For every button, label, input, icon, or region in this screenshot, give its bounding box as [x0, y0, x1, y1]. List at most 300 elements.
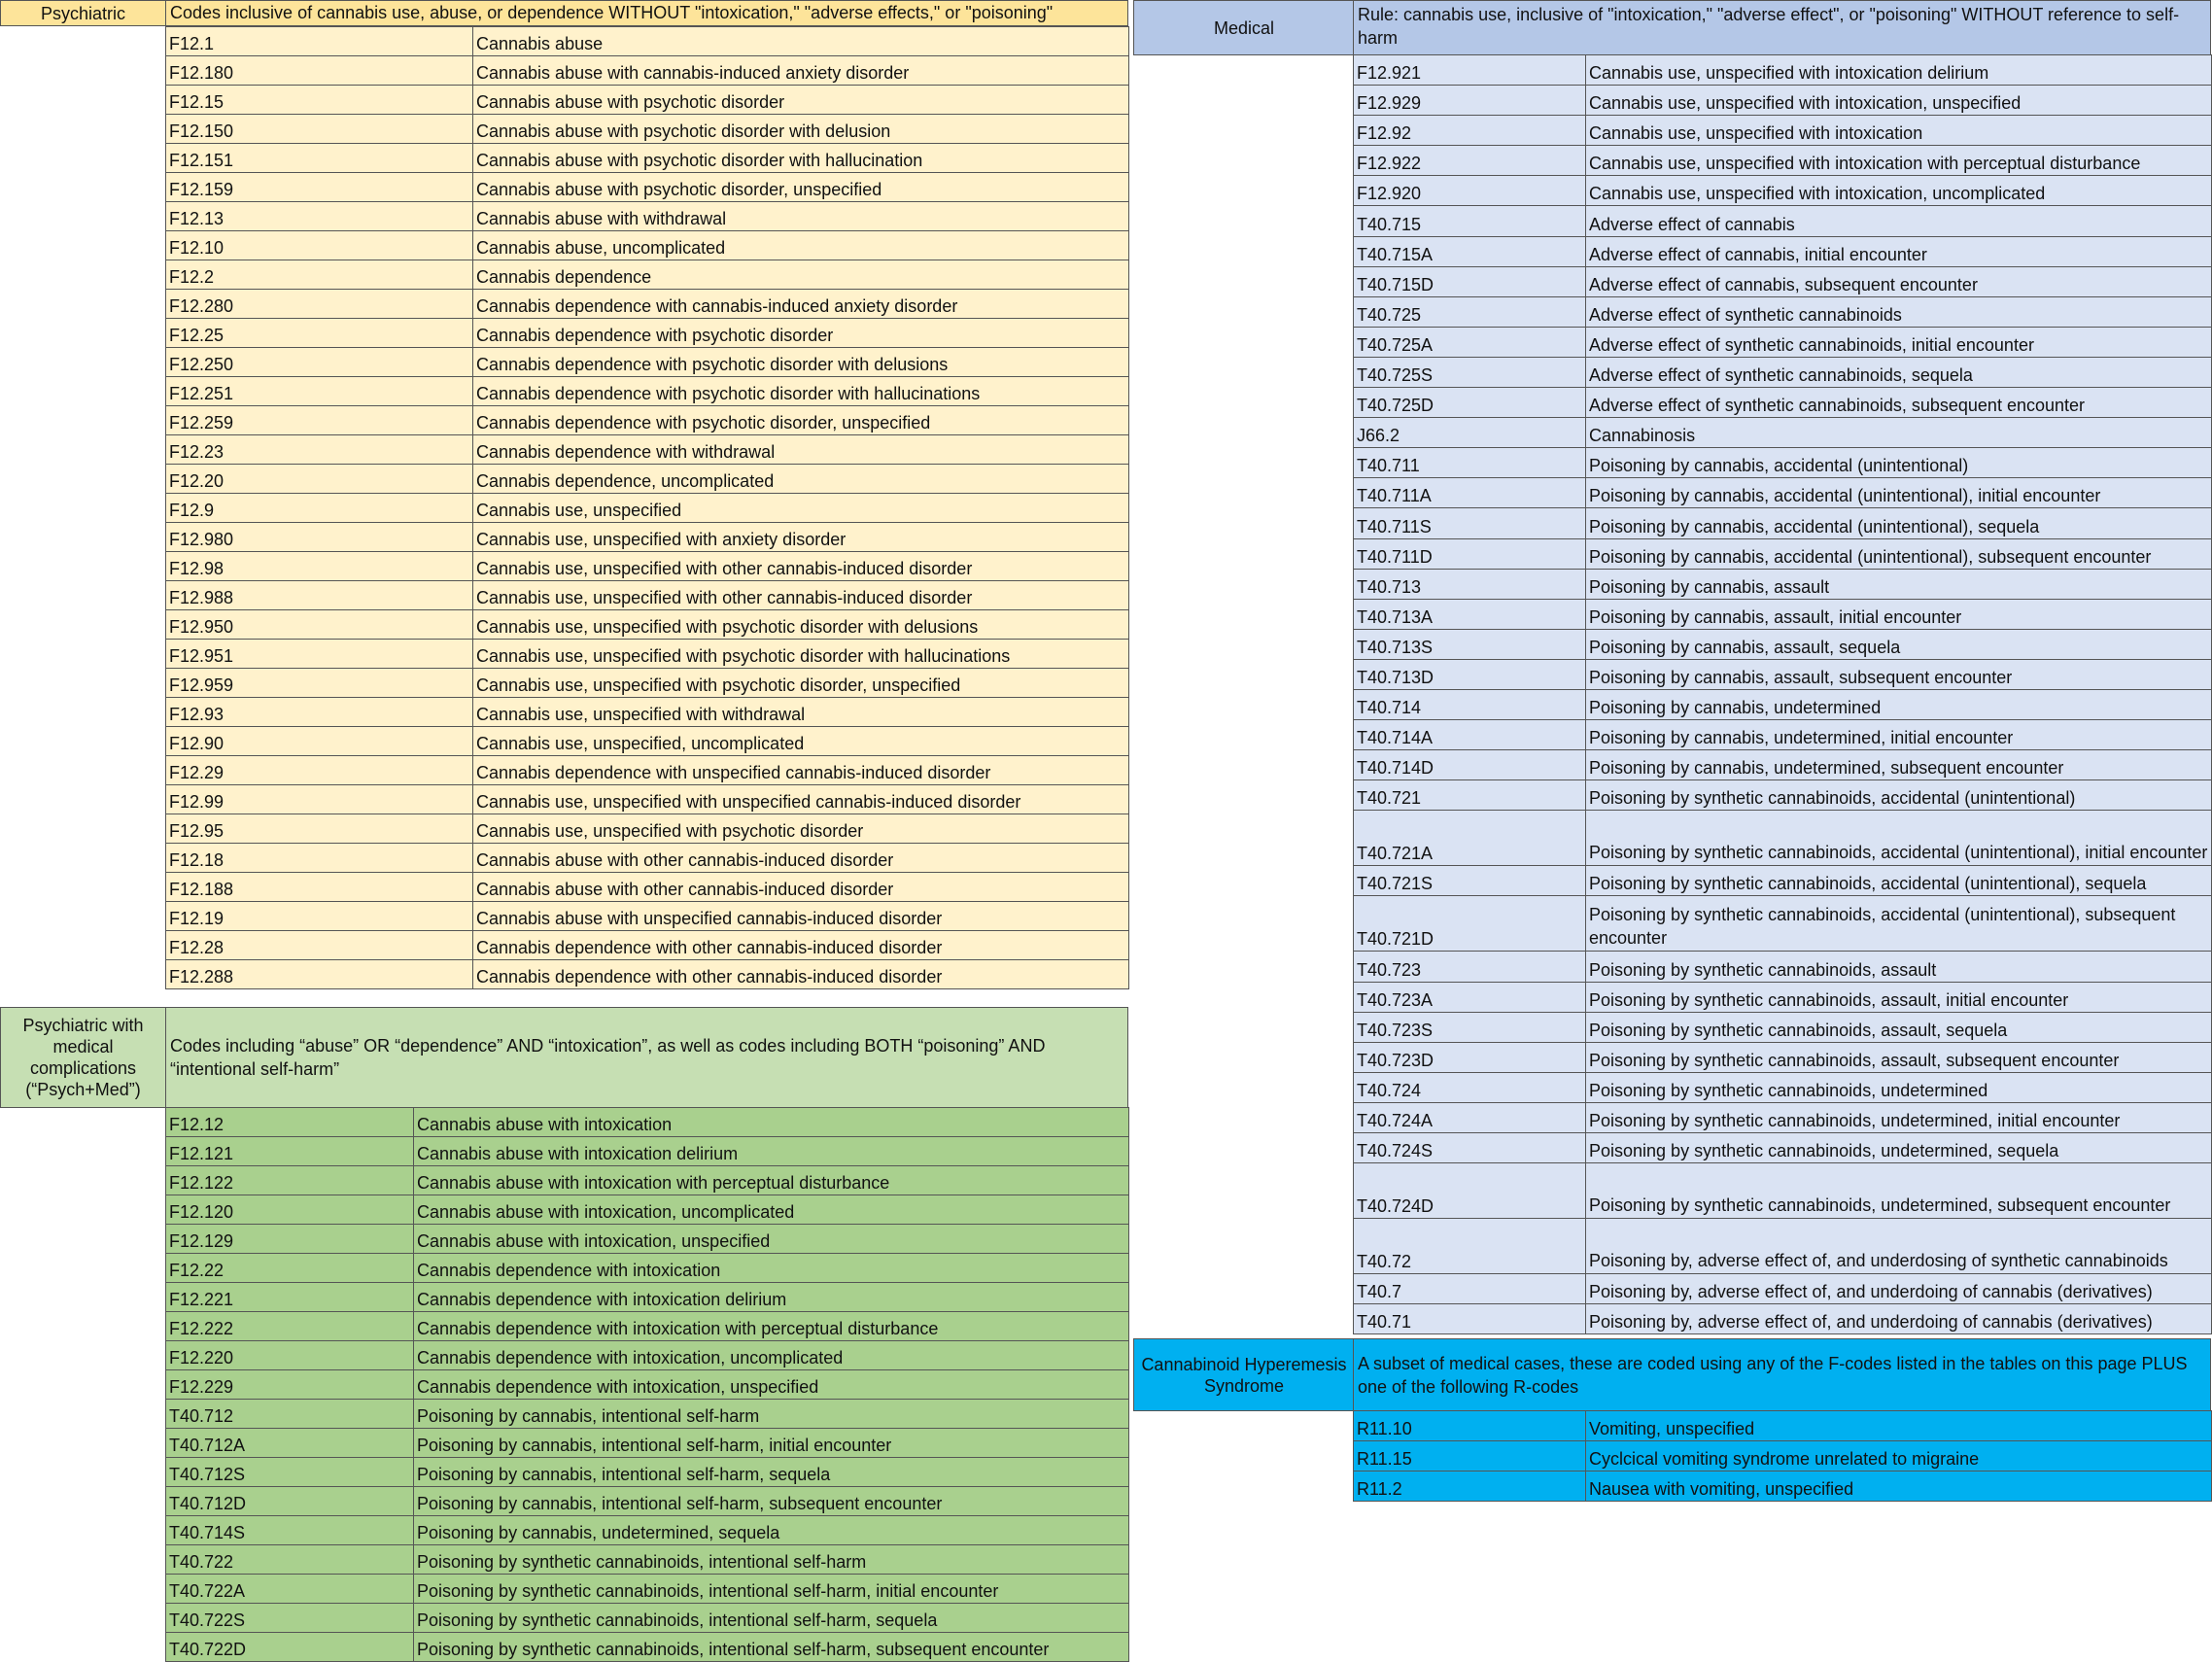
code-cell: F12.259: [166, 406, 473, 435]
code-cell: R11.2: [1354, 1472, 1586, 1502]
code-cell: F12.188: [166, 873, 473, 902]
chs-category-label: [1133, 1338, 1355, 1411]
description-cell: Poisoning by cannabis, assault: [1586, 569, 2212, 599]
description-cell: Poisoning by synthetic cannabinoids, accidental (unintentional): [1586, 780, 2212, 811]
description-cell: Poisoning by cannabis, accidental (unintentional): [1586, 448, 2212, 478]
table-row: [166, 435, 1129, 465]
table-row: [1354, 357, 2212, 387]
description-cell: Cannabis abuse with psychotic disorder: [473, 86, 1129, 115]
code-cell: F12.980: [166, 523, 473, 552]
description-cell: Cannabinosis: [1586, 418, 2212, 448]
code-cell: T40.722D: [166, 1633, 414, 1662]
code-cell: F12.159: [166, 173, 473, 202]
code-cell: F12.120: [166, 1195, 414, 1225]
description-cell: Cannabis abuse with intoxication delirium: [414, 1137, 1129, 1166]
description-cell: Adverse effect of cannabis: [1586, 206, 2212, 236]
description-cell: Cannabis use, unspecified with intoxication, uncomplicated: [1586, 176, 2212, 206]
table-row: [166, 1400, 1129, 1429]
psychiatric-rows: [166, 27, 1129, 989]
table-row: [166, 552, 1129, 581]
description-cell: Nausea with vomiting, unspecified: [1586, 1472, 2212, 1502]
table-row: [1354, 146, 2212, 176]
description-cell: Poisoning by cannabis, assault, subsequent encounter: [1586, 659, 2212, 689]
table-row: [166, 1575, 1129, 1604]
medical-category-label: [1133, 0, 1355, 55]
psych-med-category-label: [0, 1007, 166, 1108]
code-cell: F12.23: [166, 435, 473, 465]
description-cell: Cannabis abuse with intoxication with perceptual disturbance: [414, 1166, 1129, 1195]
code-cell: F12.229: [166, 1370, 414, 1400]
table-row: [166, 406, 1129, 435]
code-cell: F12.288: [166, 960, 473, 989]
description-cell: Cannabis use, unspecified with intoxication with perceptual disturbance: [1586, 146, 2212, 176]
table-row: [1354, 418, 2212, 448]
table-row: [166, 1429, 1129, 1458]
table-row: [166, 1283, 1129, 1312]
description-cell: Cannabis use, unspecified with anxiety disorder: [473, 523, 1129, 552]
code-cell: F12.251: [166, 377, 473, 406]
code-cell: F12.19: [166, 902, 473, 931]
description-cell: Cannabis abuse: [473, 27, 1129, 56]
table-row: [1354, 1072, 2212, 1102]
table-row: [1354, 982, 2212, 1012]
description-cell: Cannabis abuse with unspecified cannabis-induced disorder: [473, 902, 1129, 931]
code-cell: T40.722A: [166, 1575, 414, 1604]
code-cell: T40.715: [1354, 206, 1586, 236]
code-cell: F12.929: [1354, 86, 1586, 116]
description-cell: Cannabis abuse with psychotic disorder with delusion: [473, 115, 1129, 144]
table-row: [166, 1633, 1129, 1662]
code-cell: F12.25: [166, 319, 473, 348]
description-cell: Adverse effect of cannabis, subsequent encounter: [1586, 266, 2212, 296]
chs-description-text: A subset of medical cases, these are coded using any of the F-codes listed in the tables on this page PLUS one of the following R-codes: [1358, 1353, 2188, 1397]
table-row: [166, 756, 1129, 785]
description-cell: Cannabis use, unspecified with other cannabis-induced disorder: [473, 581, 1129, 610]
code-cell: T40.72: [1354, 1219, 1586, 1274]
description-cell: Cannabis dependence with intoxication with perceptual disturbance: [414, 1312, 1129, 1341]
table-row: [166, 814, 1129, 844]
description-cell: Poisoning by cannabis, undetermined, initial encounter: [1586, 720, 2212, 750]
table-row: [1354, 1304, 2212, 1334]
psychiatric-rule-description: [165, 0, 1128, 26]
code-cell: F12.2: [166, 260, 473, 290]
table-row: [1354, 1219, 2212, 1274]
table-row: [166, 873, 1129, 902]
table-row: [166, 1604, 1129, 1633]
code-cell: F12.9: [166, 494, 473, 523]
table-row: [1354, 569, 2212, 599]
medical-label-text: Medical: [1213, 17, 1275, 38]
table-row: [166, 1341, 1129, 1370]
code-cell: T40.723D: [1354, 1042, 1586, 1072]
code-cell: T40.725A: [1354, 327, 1586, 357]
table-row: [1354, 1441, 2212, 1472]
psychiatric-label-text: Psychiatric: [40, 3, 126, 23]
description-cell: Cannabis dependence with unspecified cannabis-induced disorder: [473, 756, 1129, 785]
description-cell: Cannabis dependence with other cannabis-induced disorder: [473, 960, 1129, 989]
code-cell: T40.722S: [166, 1604, 414, 1633]
description-cell: Cannabis dependence with other cannabis-induced disorder: [473, 931, 1129, 960]
description-cell: Cannabis dependence with psychotic disorder with delusions: [473, 348, 1129, 377]
table-row: [166, 1487, 1129, 1516]
description-cell: Vomiting, unspecified: [1586, 1411, 2212, 1441]
description-cell: Poisoning by cannabis, intentional self-harm, subsequent encounter: [414, 1487, 1129, 1516]
description-cell: Cannabis dependence: [473, 260, 1129, 290]
code-cell: F12.250: [166, 348, 473, 377]
table-row: [166, 785, 1129, 814]
table-row: [1354, 750, 2212, 780]
table-row: [166, 319, 1129, 348]
table-row: [166, 1166, 1129, 1195]
description-cell: Poisoning by cannabis, accidental (unintentional), sequela: [1586, 508, 2212, 538]
description-cell: Cannabis dependence with withdrawal: [473, 435, 1129, 465]
table-row: [166, 1545, 1129, 1575]
description-cell: Cannabis use, unspecified with intoxication delirium: [1586, 55, 2212, 86]
description-cell: Poisoning by synthetic cannabinoids, assault, subsequent encounter: [1586, 1042, 2212, 1072]
table-row: [166, 86, 1129, 115]
code-cell: F12.959: [166, 669, 473, 698]
psych-med-rows: [166, 1108, 1129, 1662]
table-row: [166, 290, 1129, 319]
table-row: [166, 1225, 1129, 1254]
description-cell: Poisoning by cannabis, intentional self-harm, initial encounter: [414, 1429, 1129, 1458]
description-cell: Poisoning by cannabis, intentional self-harm: [414, 1400, 1129, 1429]
table-row: [166, 1458, 1129, 1487]
code-cell: F12.1: [166, 27, 473, 56]
table-row: [166, 1195, 1129, 1225]
description-cell: Cannabis use, unspecified with other cannabis-induced disorder: [473, 552, 1129, 581]
code-cell: T40.723S: [1354, 1012, 1586, 1042]
table-row: [1354, 508, 2212, 538]
description-cell: Poisoning by synthetic cannabinoids, intentional self-harm, initial encounter: [414, 1575, 1129, 1604]
code-cell: T40.713A: [1354, 599, 1586, 629]
description-cell: Adverse effect of synthetic cannabinoids: [1586, 296, 2212, 327]
table-row: [166, 465, 1129, 494]
description-cell: Adverse effect of synthetic cannabinoids, subsequent encounter: [1586, 388, 2212, 418]
table-row: [1354, 1042, 2212, 1072]
table-row: [166, 260, 1129, 290]
table-row: [166, 610, 1129, 640]
description-cell: Cannabis abuse, uncomplicated: [473, 231, 1129, 260]
table-row: [1354, 176, 2212, 206]
code-cell: F12.122: [166, 1166, 414, 1195]
code-cell: F12.151: [166, 144, 473, 173]
code-cell: F12.920: [1354, 176, 1586, 206]
table-row: [166, 931, 1129, 960]
table-row: [166, 494, 1129, 523]
description-cell: Poisoning by synthetic cannabinoids, accidental (unintentional), subsequent encounter: [1586, 896, 2212, 952]
description-cell: Poisoning by, adverse effect of, and underdosing of synthetic cannabinoids: [1586, 1219, 2212, 1274]
description-cell: Poisoning by synthetic cannabinoids, intentional self-harm, subsequent encounter: [414, 1633, 1129, 1662]
code-cell: F12.922: [1354, 146, 1586, 176]
description-cell: Cyclcical vomiting syndrome unrelated to migraine: [1586, 1441, 2212, 1472]
table-row: [166, 202, 1129, 231]
code-cell: T40.713S: [1354, 629, 1586, 659]
code-cell: F12.90: [166, 727, 473, 756]
code-cell: F12.93: [166, 698, 473, 727]
description-cell: Cannabis use, unspecified, uncomplicated: [473, 727, 1129, 756]
description-cell: Poisoning by synthetic cannabinoids, assault: [1586, 952, 2212, 982]
code-cell: F12.10: [166, 231, 473, 260]
code-cell: T40.721S: [1354, 866, 1586, 896]
code-cell: T40.724S: [1354, 1133, 1586, 1163]
table-row: [166, 1254, 1129, 1283]
code-cell: F12.18: [166, 844, 473, 873]
description-cell: Poisoning by cannabis, assault, initial encounter: [1586, 599, 2212, 629]
psych-med-codes-table: [165, 1107, 1129, 1662]
code-cell: T40.713: [1354, 569, 1586, 599]
description-cell: Cannabis use, unspecified with unspecified cannabis-induced disorder: [473, 785, 1129, 814]
description-cell: Cannabis abuse with psychotic disorder with hallucination: [473, 144, 1129, 173]
code-cell: F12.150: [166, 115, 473, 144]
table-row: [166, 1137, 1129, 1166]
code-cell: R11.10: [1354, 1411, 1586, 1441]
description-cell: Cannabis use, unspecified with intoxication, unspecified: [1586, 86, 2212, 116]
code-cell: T40.725S: [1354, 357, 1586, 387]
table-row: [1354, 1274, 2212, 1304]
code-cell: T40.721: [1354, 780, 1586, 811]
code-cell: F12.95: [166, 814, 473, 844]
code-cell: F12.180: [166, 56, 473, 86]
code-cell: T40.712D: [166, 1487, 414, 1516]
code-cell: T40.714: [1354, 689, 1586, 719]
code-cell: F12.12: [166, 1108, 414, 1137]
code-cell: T40.724: [1354, 1072, 1586, 1102]
code-cell: T40.724D: [1354, 1163, 1586, 1219]
table-row: [166, 698, 1129, 727]
table-row: [166, 1370, 1129, 1400]
table-row: [1354, 1012, 2212, 1042]
table-row: [166, 231, 1129, 260]
table-row: [166, 844, 1129, 873]
code-cell: J66.2: [1354, 418, 1586, 448]
code-cell: T40.721A: [1354, 811, 1586, 866]
code-cell: F12.129: [166, 1225, 414, 1254]
description-cell: Adverse effect of synthetic cannabinoids, sequela: [1586, 357, 2212, 387]
description-cell: Poisoning by cannabis, assault, sequela: [1586, 629, 2212, 659]
description-cell: Cannabis use, unspecified with psychotic disorder with hallucinations: [473, 640, 1129, 669]
description-cell: Poisoning by synthetic cannabinoids, undetermined, initial encounter: [1586, 1102, 2212, 1132]
table-row: [1354, 116, 2212, 146]
description-cell: Cannabis dependence with psychotic disorder, unspecified: [473, 406, 1129, 435]
description-cell: Cannabis abuse with intoxication, unspecified: [414, 1225, 1129, 1254]
code-cell: F12.98: [166, 552, 473, 581]
description-cell: Poisoning by synthetic cannabinoids, intentional self-harm, sequela: [414, 1604, 1129, 1633]
description-cell: Cannabis dependence with intoxication, unspecified: [414, 1370, 1129, 1400]
description-cell: Poisoning by synthetic cannabinoids, assault, sequela: [1586, 1012, 2212, 1042]
code-cell: F12.20: [166, 465, 473, 494]
description-cell: Cannabis abuse with intoxication: [414, 1108, 1129, 1137]
code-cell: F12.22: [166, 1254, 414, 1283]
table-row: [1354, 296, 2212, 327]
table-row: [166, 144, 1129, 173]
code-cell: T40.711: [1354, 448, 1586, 478]
table-row: [1354, 866, 2212, 896]
description-cell: Cannabis abuse with psychotic disorder, unspecified: [473, 173, 1129, 202]
code-cell: F12.15: [166, 86, 473, 115]
table-row: [166, 669, 1129, 698]
description-cell: Poisoning by synthetic cannabinoids, intentional self-harm: [414, 1545, 1129, 1575]
table-row: [1354, 780, 2212, 811]
chs-rows: [1354, 1411, 2212, 1502]
psychiatric-codes-table: [165, 26, 1129, 989]
code-cell: F12.988: [166, 581, 473, 610]
table-row: [166, 1108, 1129, 1137]
code-cell: T40.722: [166, 1545, 414, 1575]
table-row: [1354, 327, 2212, 357]
description-cell: Cannabis use, unspecified with withdrawal: [473, 698, 1129, 727]
table-row: [166, 377, 1129, 406]
description-cell: Poisoning by synthetic cannabinoids, accidental (unintentional), sequela: [1586, 866, 2212, 896]
description-cell: Cannabis use, unspecified with psychotic disorder, unspecified: [473, 669, 1129, 698]
description-cell: Poisoning by cannabis, undetermined, sequela: [414, 1516, 1129, 1545]
psych-med-label-text: Psychiatric with medical complications (“Psych+Med”): [22, 1016, 144, 1099]
psych-med-rule-description: [165, 1007, 1128, 1108]
table-row: [166, 581, 1129, 610]
description-cell: Cannabis dependence with intoxication delirium: [414, 1283, 1129, 1312]
code-cell: T40.723A: [1354, 982, 1586, 1012]
table-row: [1354, 689, 2212, 719]
code-cell: F12.29: [166, 756, 473, 785]
description-cell: Cannabis abuse with other cannabis-induced disorder: [473, 844, 1129, 873]
code-cell: F12.222: [166, 1312, 414, 1341]
table-row: [166, 523, 1129, 552]
description-cell: Cannabis dependence with psychotic disorder with hallucinations: [473, 377, 1129, 406]
table-row: [1354, 896, 2212, 952]
table-row: [1354, 1472, 2212, 1502]
table-row: [1354, 720, 2212, 750]
code-cell: T40.712: [166, 1400, 414, 1429]
code-cell: F12.221: [166, 1283, 414, 1312]
code-cell: T40.711S: [1354, 508, 1586, 538]
code-cell: T40.7: [1354, 1274, 1586, 1304]
chs-rule-description: [1353, 1338, 2211, 1411]
table-row: [1354, 1411, 2212, 1441]
medical-codes-table: [1353, 54, 2212, 1334]
table-row: [166, 1312, 1129, 1341]
description-cell: Poisoning by synthetic cannabinoids, undetermined: [1586, 1072, 2212, 1102]
table-row: [1354, 1133, 2212, 1163]
table-row: [1354, 206, 2212, 236]
code-cell: F12.921: [1354, 55, 1586, 86]
table-row: [166, 348, 1129, 377]
table-row: [166, 902, 1129, 931]
description-cell: Poisoning by cannabis, undetermined: [1586, 689, 2212, 719]
chs-label-text: Cannabinoid Hyperemesis Syndrome: [1141, 1354, 1347, 1396]
description-cell: Poisoning by cannabis, accidental (unintentional), subsequent encounter: [1586, 538, 2212, 569]
description-cell: Poisoning by, adverse effect of, and underdoing of cannabis (derivatives): [1586, 1304, 2212, 1334]
table-row: [1354, 478, 2212, 508]
code-cell: T40.714S: [166, 1516, 414, 1545]
code-cell: T40.715D: [1354, 266, 1586, 296]
description-cell: Poisoning by cannabis, accidental (unintentional), initial encounter: [1586, 478, 2212, 508]
description-cell: Cannabis use, unspecified with intoxication: [1586, 116, 2212, 146]
code-cell: T40.714A: [1354, 720, 1586, 750]
table-row: [1354, 538, 2212, 569]
code-cell: T40.71: [1354, 1304, 1586, 1334]
code-cell: F12.13: [166, 202, 473, 231]
description-cell: Cannabis dependence with intoxication: [414, 1254, 1129, 1283]
description-cell: Cannabis abuse with cannabis-induced anxiety disorder: [473, 56, 1129, 86]
code-cell: T40.711A: [1354, 478, 1586, 508]
table-row: [1354, 1163, 2212, 1219]
description-cell: Cannabis abuse with other cannabis-induced disorder: [473, 873, 1129, 902]
code-cell: F12.951: [166, 640, 473, 669]
code-cell: F12.28: [166, 931, 473, 960]
description-cell: Cannabis use, unspecified: [473, 494, 1129, 523]
code-cell: F12.92: [1354, 116, 1586, 146]
description-cell: Cannabis dependence with psychotic disorder: [473, 319, 1129, 348]
table-row: [1354, 236, 2212, 266]
description-cell: Adverse effect of cannabis, initial encounter: [1586, 236, 2212, 266]
description-cell: Cannabis use, unspecified with psychotic disorder: [473, 814, 1129, 844]
table-row: [1354, 55, 2212, 86]
code-cell: T40.725: [1354, 296, 1586, 327]
code-cell: T40.724A: [1354, 1102, 1586, 1132]
description-cell: Poisoning by cannabis, intentional self-harm, sequela: [414, 1458, 1129, 1487]
table-row: [1354, 811, 2212, 866]
code-cell: F12.220: [166, 1341, 414, 1370]
code-cell: T40.715A: [1354, 236, 1586, 266]
code-cell: T40.712A: [166, 1429, 414, 1458]
table-row: [166, 173, 1129, 202]
table-row: [166, 56, 1129, 86]
code-cell: F12.280: [166, 290, 473, 319]
code-cell: T40.723: [1354, 952, 1586, 982]
code-cell: F12.99: [166, 785, 473, 814]
description-cell: Cannabis dependence, uncomplicated: [473, 465, 1129, 494]
table-row: [166, 27, 1129, 56]
code-cell: T40.721D: [1354, 896, 1586, 952]
description-cell: Poisoning by synthetic cannabinoids, undetermined, sequela: [1586, 1133, 2212, 1163]
psychiatric-category-label: [0, 0, 166, 26]
table-row: [1354, 266, 2212, 296]
table-row: [166, 115, 1129, 144]
description-cell: Cannabis dependence with intoxication, uncomplicated: [414, 1341, 1129, 1370]
code-cell: R11.15: [1354, 1441, 1586, 1472]
code-cell: T40.714D: [1354, 750, 1586, 780]
table-row: [1354, 388, 2212, 418]
description-cell: Poisoning by cannabis, undetermined, subsequent encounter: [1586, 750, 2212, 780]
description-cell: Poisoning by synthetic cannabinoids, assault, initial encounter: [1586, 982, 2212, 1012]
medical-description-text: Rule: cannabis use, inclusive of "intoxication," "adverse effect", or "poisoning" WITHOUT reference to self-harm: [1358, 5, 2180, 48]
description-cell: Poisoning by, adverse effect of, and underdoing of cannabis (derivatives): [1586, 1274, 2212, 1304]
table-row: [1354, 599, 2212, 629]
code-cell: T40.713D: [1354, 659, 1586, 689]
medical-rule-description: [1353, 0, 2211, 55]
code-cell: T40.712S: [166, 1458, 414, 1487]
medical-rows: [1354, 55, 2212, 1334]
table-row: [1354, 448, 2212, 478]
table-row: [166, 960, 1129, 989]
description-cell: Cannabis use, unspecified with psychotic disorder with delusions: [473, 610, 1129, 640]
description-cell: Cannabis dependence with cannabis-induced anxiety disorder: [473, 290, 1129, 319]
description-cell: Cannabis abuse with withdrawal: [473, 202, 1129, 231]
code-cell: T40.711D: [1354, 538, 1586, 569]
table-row: [166, 640, 1129, 669]
code-cell: F12.121: [166, 1137, 414, 1166]
table-row: [1354, 659, 2212, 689]
table-row: [1354, 1102, 2212, 1132]
psychiatric-description-text: Codes inclusive of cannabis use, abuse, or dependence WITHOUT "intoxication," "adverse effects," or "poisoning": [170, 2, 1054, 22]
table-row: [166, 727, 1129, 756]
table-row: [1354, 952, 2212, 982]
table-row: [166, 1516, 1129, 1545]
code-cell: T40.725D: [1354, 388, 1586, 418]
description-cell: Cannabis abuse with intoxication, uncomplicated: [414, 1195, 1129, 1225]
table-row: [1354, 629, 2212, 659]
description-cell: Poisoning by synthetic cannabinoids, accidental (unintentional), initial encounter: [1586, 811, 2212, 866]
